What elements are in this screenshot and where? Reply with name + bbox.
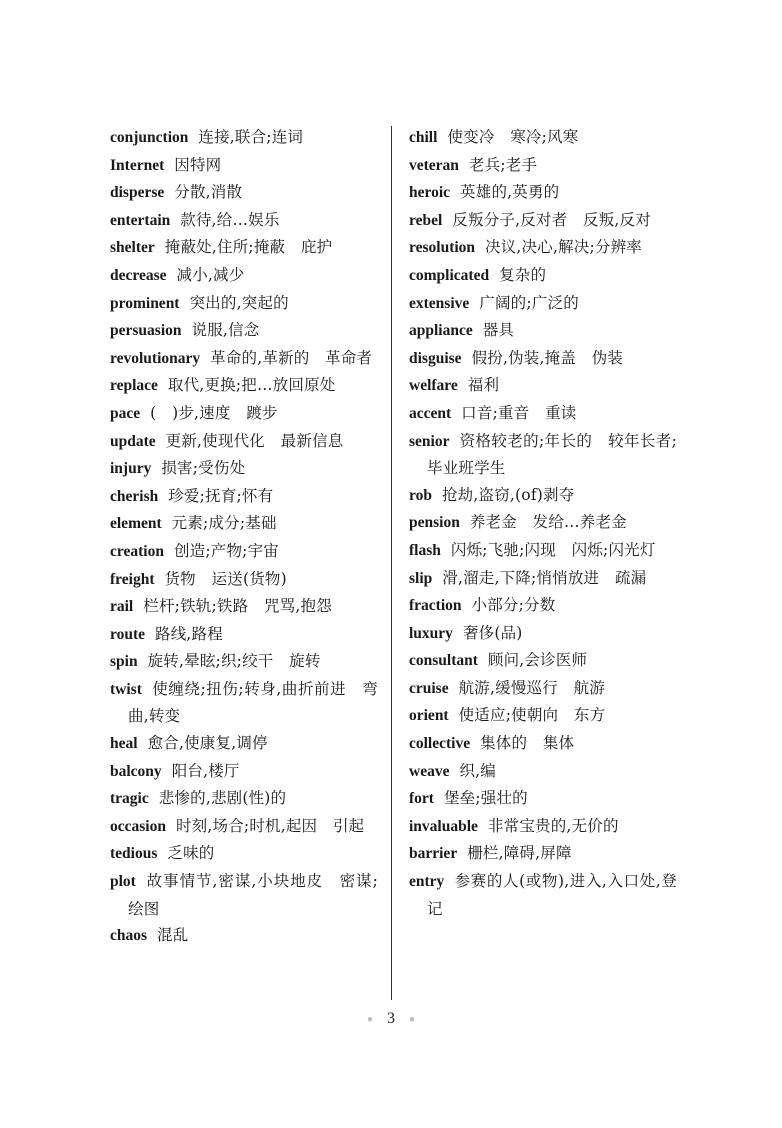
vocab-word: twist <box>110 680 142 698</box>
vocab-definition: 复杂的 <box>499 265 547 284</box>
column-divider <box>391 126 392 1000</box>
vocab-entry <box>409 262 677 290</box>
vocab-definition: 集体的 集体 <box>480 734 575 753</box>
vocab-definition: 款待,给…娱乐 <box>180 210 280 229</box>
vocab-word: resolution <box>409 239 476 257</box>
vocab-word: luxury <box>409 624 453 642</box>
vocab-entry <box>110 400 378 428</box>
vocab-definition: 取代,更换;把…放回原处 <box>167 376 336 395</box>
vocab-definition: 栅栏,障碍,屏障 <box>467 844 572 863</box>
vocab-entry <box>409 592 677 620</box>
vocab-entry <box>110 813 378 841</box>
vocab-word: occasion <box>110 817 166 835</box>
vocab-word: collective <box>409 735 471 753</box>
vocab-definition: 愈合,使康复,调停 <box>147 734 268 753</box>
vocab-entry <box>409 758 677 786</box>
vocab-entry <box>110 317 378 345</box>
vocab-entry <box>110 179 378 207</box>
vocab-entry <box>409 152 677 180</box>
vocab-entry <box>409 509 677 537</box>
vocab-word: invaluable <box>409 817 478 835</box>
vocab-entry <box>110 785 378 813</box>
vocab-definition: 元素;成分;基础 <box>171 514 277 533</box>
vocab-entry <box>409 482 677 510</box>
vocab-word: creation <box>110 542 164 560</box>
vocab-entry <box>110 922 378 950</box>
vocab-word: prominent <box>110 294 180 312</box>
vocab-word: freight <box>110 570 155 588</box>
vocab-word: heroic <box>409 184 451 202</box>
vocab-definition: 非常宝贵的,无价的 <box>487 816 619 835</box>
bullet-icon: ● <box>366 1013 373 1025</box>
vocab-entry <box>409 868 677 922</box>
vocab-word: rebel <box>409 211 443 229</box>
vocab-word: rob <box>409 486 432 504</box>
vocab-definition: 闪烁;飞驰;闪现 闪烁;闪光灯 <box>450 540 656 559</box>
vocab-word: chaos <box>110 927 148 945</box>
vocab-definition: 革命的,革新的 革命者 <box>210 348 373 367</box>
vocab-entry <box>110 207 378 235</box>
vocab-word: slip <box>409 569 433 587</box>
vocab-definition: 混乱 <box>157 926 189 945</box>
vocab-word: entry <box>409 873 445 891</box>
vocab-word: entertain <box>110 211 171 229</box>
vocab-definition: 旋转,晕眩;织;绞干 旋转 <box>147 652 321 671</box>
vocab-definition: 使变冷 寒冷;风寒 <box>447 128 579 146</box>
vocab-definition: 因特网 <box>174 155 222 174</box>
vocab-definition: 资格较老的;年长的 较年长者;毕业班学生 <box>427 431 677 478</box>
vocab-entry <box>110 290 378 318</box>
vocab-entry <box>409 345 677 373</box>
vocab-word: Internet <box>110 156 165 174</box>
vocab-entry <box>409 813 677 841</box>
vocab-word: weave <box>409 762 450 780</box>
vocab-definition: 养老金 发给…养老金 <box>469 513 627 532</box>
vocab-definition: 路线,路程 <box>155 624 223 643</box>
vocab-entry <box>110 262 378 290</box>
vocab-word: update <box>110 432 156 450</box>
vocab-word: cruise <box>409 679 449 697</box>
vocab-word: rail <box>110 598 134 616</box>
vocab-definition: 连接,联合;连词 <box>198 128 304 146</box>
vocab-word: barrier <box>409 845 458 863</box>
vocab-entry <box>409 537 677 565</box>
vocab-word: pension <box>409 514 460 532</box>
vocab-definition: 滑,溜走,下降;悄悄放进 疏漏 <box>442 568 647 587</box>
vocab-entry <box>409 317 677 345</box>
vocab-word: veteran <box>409 156 459 174</box>
vocab-definition: 口音;重音 重读 <box>461 403 577 422</box>
vocab-word: consultant <box>409 652 478 670</box>
vocab-entry <box>409 428 677 482</box>
vocab-definition: 织,编 <box>459 761 496 780</box>
vocab-word: fort <box>409 790 434 808</box>
vocab-definition: 货物 运送(货物) <box>164 569 287 588</box>
vocab-definition: 抢劫,盗窃,(of)剥夺 <box>441 485 575 504</box>
vocab-entry <box>409 234 677 262</box>
vocab-definition: 时刻,场合;时机,起因 引起 <box>175 816 365 835</box>
vocab-word: replace <box>110 377 158 395</box>
vocab-entry <box>110 868 378 922</box>
vocab-definition: 反叛分子,反对者 反叛,反对 <box>452 210 651 229</box>
vocab-definition: 福利 <box>467 376 500 395</box>
vocab-word: conjunction <box>110 129 189 146</box>
vocab-entry <box>409 730 677 758</box>
vocab-word: heal <box>110 735 138 753</box>
vocab-definition: 悲惨的,悲剧(性)的 <box>158 789 287 808</box>
vocab-definition: 广阔的;广泛的 <box>479 293 579 312</box>
vocab-word: decrease <box>110 266 167 284</box>
vocab-entry <box>409 207 677 235</box>
vocab-definition: 更新,使现代化 最新信息 <box>165 431 344 450</box>
vocab-definition: 航游,缓慢巡行 航游 <box>458 678 606 697</box>
vocab-entry <box>110 758 378 786</box>
vocab-entry <box>110 593 378 621</box>
vocab-definition: 阳台,楼厅 <box>171 761 240 780</box>
vocab-entry <box>110 152 378 180</box>
vocab-definition: 器具 <box>482 321 515 340</box>
vocab-entry <box>409 124 677 152</box>
vocab-word: accent <box>409 404 452 422</box>
page-footer <box>0 1010 782 1028</box>
vocab-entry <box>409 620 677 648</box>
vocab-definition: 创造;产物;宇宙 <box>173 541 279 560</box>
vocab-word: spin <box>110 653 138 671</box>
vocab-entry <box>110 510 378 538</box>
page-number: 3 <box>387 1010 395 1027</box>
vocab-word: appliance <box>409 322 473 340</box>
vocab-entry <box>409 647 677 675</box>
vocab-entry <box>409 372 677 400</box>
vocab-entry <box>110 428 378 456</box>
vocab-entry <box>110 676 378 730</box>
vocab-word: revolutionary <box>110 349 201 367</box>
vocab-definition: 故事情节,密谋,小块地皮 密谋;绘图 <box>128 872 378 918</box>
vocab-word: fraction <box>409 597 462 615</box>
vocab-entry <box>409 400 677 428</box>
vocab-definition: 顾问,会诊医师 <box>487 651 588 670</box>
vocab-word: persuasion <box>110 322 182 340</box>
vocab-word: disperse <box>110 184 165 202</box>
vocab-definition: 说服,信念 <box>191 321 260 340</box>
vocab-entry <box>409 785 677 813</box>
vocab-definition: 决议,决心,解决;分辨率 <box>485 238 643 257</box>
vocab-definition: 堡垒;强壮的 <box>443 789 528 808</box>
vocab-word: chill <box>409 129 438 146</box>
vocab-definition: 掩蔽处,住所;掩蔽 庇护 <box>164 238 333 257</box>
vocab-definition: 减小,减少 <box>176 265 245 284</box>
vocab-word: tedious <box>110 845 158 863</box>
vocab-entry <box>110 455 378 483</box>
vocab-word: pace <box>110 404 141 422</box>
vocab-word: orient <box>409 707 449 725</box>
vocab-definition: 乏味的 <box>167 844 215 863</box>
vocab-entry <box>409 179 677 207</box>
bullet-icon: ● <box>409 1013 416 1025</box>
vocab-entry <box>409 840 677 868</box>
vocab-entry <box>409 290 677 318</box>
vocab-definition: 分散,消散 <box>174 183 243 202</box>
vocab-entry <box>110 566 378 594</box>
vocab-word: extensive <box>409 294 470 312</box>
vocab-definition: 奢侈(品) <box>462 623 523 642</box>
vocab-entry <box>110 621 378 649</box>
vocab-word: plot <box>110 873 136 891</box>
vocab-word: complicated <box>409 266 490 284</box>
vocab-definition: 小部分;分数 <box>471 596 556 615</box>
vocab-definition: 使适应;使朝向 东方 <box>458 706 606 725</box>
vocab-definition: 栏杆;铁轨;铁路 咒骂,抱怨 <box>143 597 332 616</box>
vocab-definition: 使缠绕;扭伤;转身,曲折前进 弯曲,转变 <box>128 679 378 726</box>
vocab-entry <box>110 648 378 676</box>
vocab-word: flash <box>409 541 441 559</box>
vocab-entry <box>409 565 677 593</box>
vocab-word: tragic <box>110 790 149 808</box>
vocab-entry <box>110 840 378 868</box>
vocab-definition: 假扮,伪装,掩盖 伪装 <box>471 348 624 367</box>
vocab-word: welfare <box>409 377 458 395</box>
right-column <box>409 124 677 922</box>
vocab-word: route <box>110 625 146 643</box>
vocab-word: disguise <box>409 349 462 367</box>
vocab-entry <box>409 675 677 703</box>
vocab-entry <box>110 483 378 511</box>
vocab-entry <box>110 372 378 400</box>
vocab-definition: 突出的,突起的 <box>189 293 289 312</box>
vocab-word: cherish <box>110 487 159 505</box>
vocab-word: balcony <box>110 762 162 780</box>
vocab-entry <box>110 124 378 152</box>
vocab-word: element <box>110 515 162 533</box>
vocab-definition: 珍爱;抚育;怀有 <box>168 486 274 505</box>
vocab-entry <box>110 730 378 758</box>
left-column <box>110 124 378 950</box>
vocab-word: senior <box>409 432 450 450</box>
vocab-entry <box>409 702 677 730</box>
vocab-definition: 老兵;老手 <box>468 155 538 174</box>
vocab-word: shelter <box>110 239 155 257</box>
vocab-entry <box>110 538 378 566</box>
vocab-word: injury <box>110 460 152 478</box>
vocab-definition: 参赛的人(或物),进入,入口处,登记 <box>427 872 677 918</box>
vocab-definition: ( )步,速度 踱步 <box>150 403 278 422</box>
vocab-definition: 英雄的,英勇的 <box>460 183 560 202</box>
vocab-entry <box>110 234 378 262</box>
vocab-definition: 损害;受伤处 <box>161 459 246 478</box>
vocab-entry <box>110 345 378 373</box>
